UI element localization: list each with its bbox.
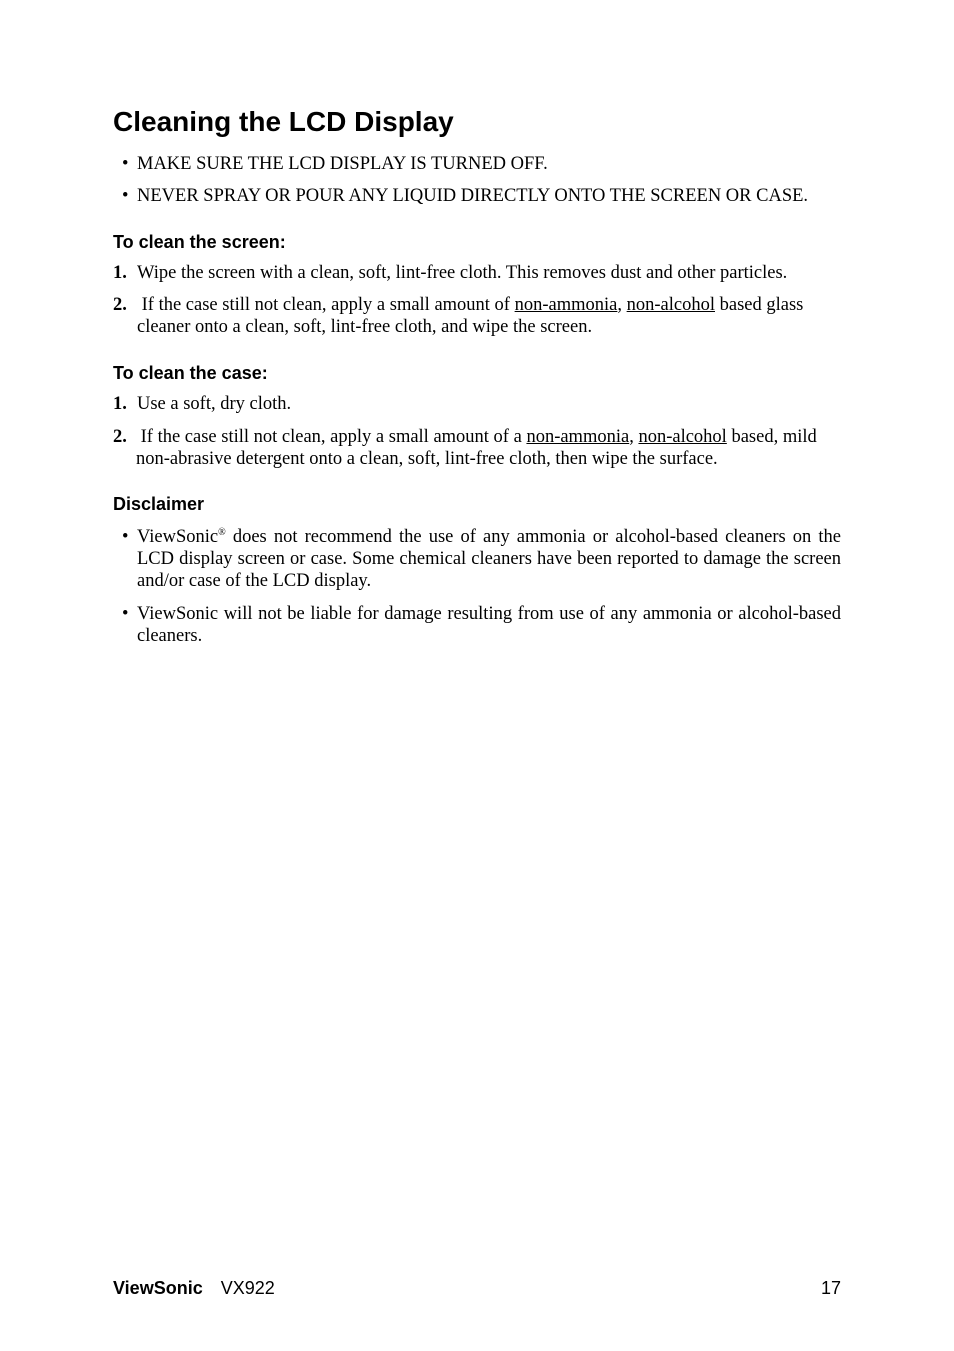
step-number: 2. <box>113 295 127 315</box>
page-title: Cleaning the LCD Display <box>113 106 454 137</box>
screen-step-1 <box>113 262 841 284</box>
footer-model: VX922 <box>220 1278 275 1298</box>
bullet-icon: • <box>122 154 129 174</box>
step-text <box>137 294 837 338</box>
case-step-2 <box>113 426 841 470</box>
step-text-before: If the case still not clean, apply a small amount of <box>141 295 510 315</box>
non-alcohol-term: non-alcohol <box>626 295 715 315</box>
disclaimer-item <box>113 526 841 592</box>
registered-mark: ® <box>218 526 226 538</box>
disclaimer-text: ViewSonic will not be liable for damage resulting from use of any ammonia or alcohol-based cleaners. <box>137 604 841 646</box>
warning-text: MAKE SURE THE LCD DISPLAY IS TURNED OFF. <box>137 154 548 174</box>
page-number: 17 <box>820 1278 841 1298</box>
warning-item <box>113 185 841 207</box>
non-ammonia-term: non-ammonia <box>526 427 630 447</box>
bullet-icon: • <box>122 604 129 624</box>
non-ammonia-term: non-ammonia <box>514 295 618 315</box>
warning-text: NEVER SPRAY OR POUR ANY LIQUID DIRECTLY ONTO THE SCREEN OR CASE. <box>137 186 809 206</box>
bullet-icon: • <box>122 186 129 206</box>
step-text: Use a soft, dry cloth. <box>137 394 292 414</box>
disclaimer-text-rest: does not recommend the use of any ammonia or alcohol-based cleaners on the LCD display screen or case. Some chemical cleaners have been reported to damage the screen and/or case of the LCD display. <box>137 527 841 591</box>
step-text <box>136 426 841 470</box>
step-text-after: based, mild non-abrasive detergent onto a clean, soft, lint-free cloth, then wipe the surface. <box>136 427 817 469</box>
step-text: Wipe the screen with a clean, soft, lint-free cloth. This removes dust and other particles. <box>137 263 788 283</box>
disclaimer-text <box>137 526 841 592</box>
disclaimer-item <box>113 603 841 647</box>
case-step-1 <box>113 393 841 415</box>
screen-step-2 <box>113 294 841 338</box>
footer-brand: ViewSonic <box>113 1278 203 1298</box>
section-heading-disclaimer: Disclaimer <box>113 494 205 514</box>
section-heading-case: To clean the case: <box>113 363 268 383</box>
brand-name: ViewSonic <box>137 527 219 547</box>
step-text-after: based glass cleaner onto a clean, soft, lint-free cloth, and wipe the screen. <box>137 295 804 337</box>
step-number: 1. <box>113 394 127 414</box>
non-alcohol-term: non-alcohol <box>638 427 727 447</box>
step-text-before: If the case still not clean, apply a small amount of a <box>140 427 522 447</box>
comma: , <box>629 427 634 447</box>
warning-item <box>113 153 841 175</box>
step-number: 2. <box>113 427 127 447</box>
comma: , <box>617 295 622 315</box>
section-heading-screen: To clean the screen: <box>113 232 286 252</box>
step-number: 1. <box>113 263 127 283</box>
bullet-icon: • <box>122 527 129 547</box>
page-footer <box>113 1277 841 1299</box>
